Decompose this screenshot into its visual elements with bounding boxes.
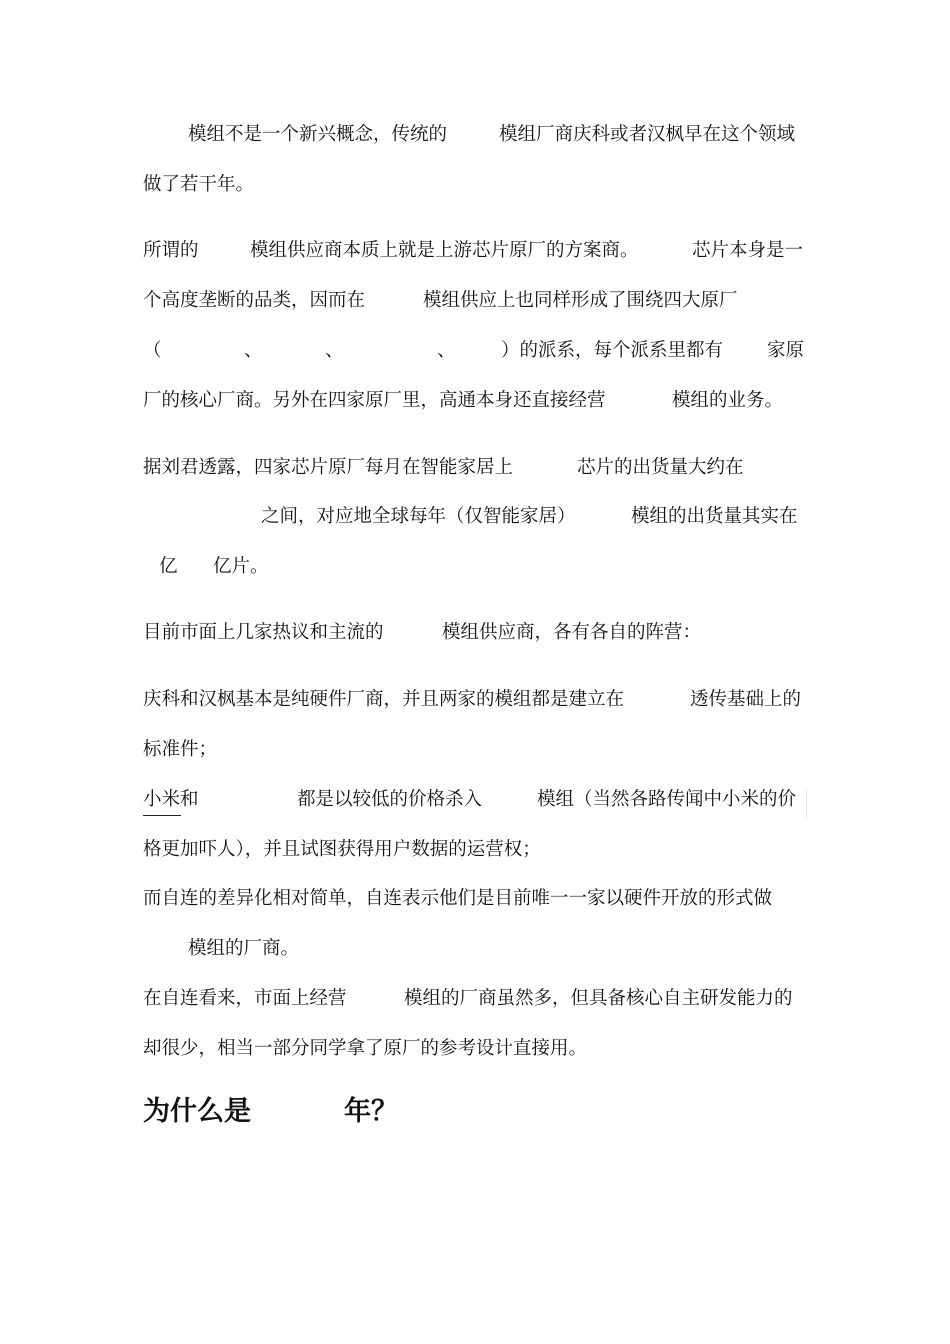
text-segment: 模组供应上也同样形成了围绕四大原厂 [423,290,738,311]
text-segment: 、 [244,340,263,361]
text-segment: 模组的厂商。 [188,938,300,959]
text-segment: 亿片。 [213,556,269,577]
text-segment: 、 [325,340,344,361]
text-segment: 厂的核心厂商。另外在四家原厂里，高通本身还直接经营 [143,390,606,411]
text-segment: 透传基础上的 [690,689,802,710]
text-segment: 芯片的出货量大约在 [577,457,744,478]
text-segment: 模组供应商，各有各自的阵营： [442,622,702,643]
text-segment: 庆科和汉枫基本是纯硬件厂商，并且两家的模组都是建立在 [143,689,625,710]
text-segment: 标准件； [143,739,218,760]
text-segment: 模组厂商庆科或者汉枫早在这个领域 [499,124,796,145]
underline-mark [143,815,181,816]
text-segment: 个高度垄断的品类，因而在 [143,290,366,311]
text-segment: 所谓的 [143,240,199,261]
text-segment: ）的派系，每个派系里都有 [501,340,724,361]
text-segment: 在自连看来，市面上经营 [143,988,347,1009]
text-segment: 芯片本身是一 [692,240,804,261]
text-segment: 格更加吓人），并且试图获得用户数据的运营权； [143,839,541,860]
heading-part: 年？ [344,1096,398,1127]
text-segment: 家原 [767,340,805,361]
section-heading [143,1094,251,1130]
text-segment: 模组的出货量其实在 [631,506,798,527]
heading-part: 为什么是 [143,1096,251,1127]
section-heading-tail [344,1094,398,1130]
text-segment: 之间，对应地全球每年（仅智能家居） [261,506,576,527]
text-segment: 都是以较低的价格杀入 [297,789,483,810]
margin-rule [806,789,807,819]
text-segment: 模组不是一个新兴概念，传统的 [188,124,448,145]
text-segment: 亿 [159,556,178,577]
text-segment: 做了若干年。 [143,174,255,195]
text-segment: 目前市面上几家热议和主流的 [143,622,384,643]
text-segment: （ [143,340,162,361]
text-segment: 却很少，相当一部分同学拿了原厂的参考设计直接用。 [143,1038,588,1059]
text-segment: 而自连的差异化相对简单，自连表示他们是目前唯一一家以硬件开放的形式做 [143,888,773,909]
text-segment: 据刘君透露，四家芯片原厂每月在智能家居上 [143,457,514,478]
text-segment: 模组的业务。 [672,390,784,411]
text-segment: 小米和 [143,789,199,810]
text-segment: 模组供应商本质上就是上游芯片原厂的方案商。 [250,240,639,261]
text-segment: 模组（当然各路传闻中小米的价 [537,789,797,810]
text-segment: 模组的厂商虽然多，但具备核心自主研发能力的 [404,988,793,1009]
text-segment: 、 [437,340,456,361]
